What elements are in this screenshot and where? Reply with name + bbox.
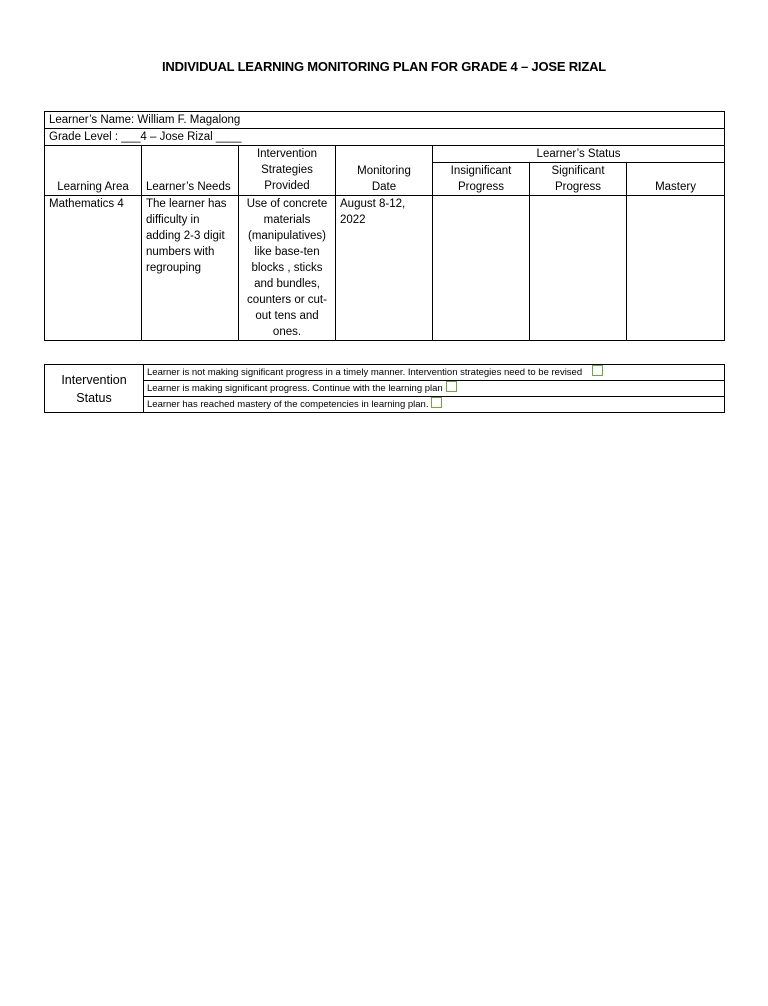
label-text: Status [76, 390, 112, 405]
cell-text: numbers with [146, 246, 215, 258]
header-text: Insignificant [450, 165, 512, 177]
header-text: Progress [457, 181, 505, 193]
option-text: Learner is making significant progress. Continue with the learning plan [147, 383, 443, 394]
cell-insignificant [433, 196, 530, 341]
status-option-continue [144, 381, 725, 397]
option-text: Learner has reached mastery of the competencies in learning plan. [147, 399, 429, 410]
cell-text: ones. [272, 326, 302, 338]
header-mastery: Mastery [627, 163, 725, 196]
cell-text: (manipulatives) [248, 230, 326, 242]
header-text: Strategies [261, 164, 313, 176]
cell-text: blocks , sticks [251, 262, 323, 274]
grade-level: Grade Level : ___4 – Jose Rizal ____ [45, 129, 725, 146]
cell-text: counters or cut- [247, 294, 327, 306]
cell-significant [530, 196, 627, 341]
header-learning-area: Learning Area [45, 146, 142, 196]
header-text: Provided [264, 180, 310, 192]
cell-text: out tens and [255, 310, 319, 322]
cell-text: Use of concrete [246, 198, 328, 210]
header-monitoring-date [336, 146, 433, 196]
header-text: Date [371, 181, 397, 193]
cell-text: August 8-12, [340, 198, 406, 210]
header-significant [530, 163, 627, 196]
cell-text: and bundles, [254, 278, 320, 290]
cell-intervention [239, 196, 336, 341]
checkbox-mastery[interactable] [431, 397, 442, 408]
learner-name: Learner’s Name: William F. Magalong [45, 112, 725, 129]
checkbox-continue[interactable] [446, 381, 457, 392]
header-learners-needs: Learner’s Needs [142, 146, 239, 196]
label-text: Intervention [61, 372, 127, 387]
checkbox-revise[interactable] [592, 365, 603, 376]
cell-text: adding 2-3 digit [146, 230, 225, 242]
cell-text: materials [263, 214, 311, 226]
intervention-status-label [45, 365, 144, 413]
intervention-status-table [44, 364, 725, 413]
page-title: INDIVIDUAL LEARNING MONITORING PLAN FOR GRADE 4 – JOSE RIZAL [162, 59, 606, 74]
cell-learners-needs [142, 196, 239, 341]
header-learners-status: Learner’s Status [433, 146, 725, 163]
cell-text: like base-ten [254, 246, 320, 258]
header-insignificant [433, 163, 530, 196]
cell-text: The learner has [146, 198, 227, 210]
status-option-mastery [144, 397, 725, 413]
status-option-revise [144, 365, 725, 381]
header-text: Intervention [256, 148, 318, 160]
header-text: Progress [554, 181, 602, 193]
header-text: Significant [551, 165, 605, 177]
header-intervention [239, 146, 336, 196]
cell-text: 2022 [340, 214, 366, 226]
option-text: Learner is not making significant progress in a timely manner. Intervention strategies need to be revised [147, 367, 583, 378]
cell-mastery [627, 196, 725, 341]
header-text: Monitoring [357, 165, 411, 177]
cell-text: difficulty in [146, 214, 200, 226]
cell-text: regrouping [146, 262, 201, 274]
monitoring-plan-table [44, 111, 725, 341]
cell-learning-area: Mathematics 4 [45, 196, 142, 341]
cell-monitoring-date [336, 196, 433, 341]
